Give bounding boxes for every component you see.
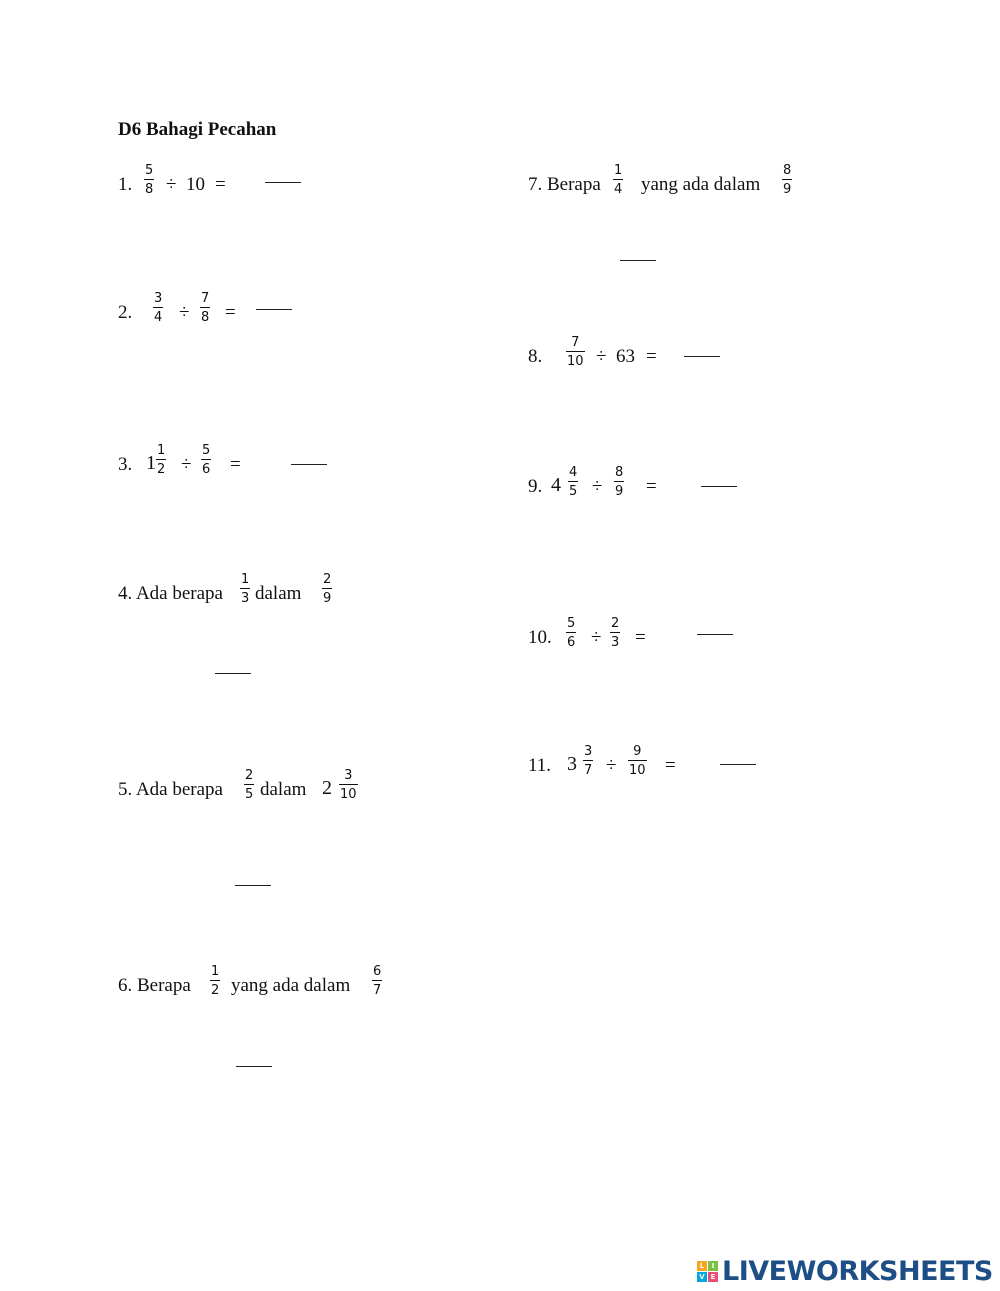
answer-input-11[interactable]: [720, 746, 756, 764]
whole-number: 2: [322, 777, 332, 799]
logo-tile: I: [708, 1261, 718, 1271]
denominator: 8: [201, 310, 210, 325]
divide-sign: ÷: [166, 174, 177, 195]
numerator: 3: [584, 744, 593, 759]
logo-text: LIVEWORKSHEETS: [722, 1256, 993, 1287]
question-number: 10.: [528, 627, 552, 648]
denominator: 3: [611, 635, 620, 650]
worksheet-title: D6 Bahagi Pecahan: [118, 119, 277, 140]
logo-tile: V: [697, 1272, 707, 1282]
fraction: [244, 769, 254, 801]
answer-line: [265, 182, 301, 183]
numerator: 6: [373, 964, 382, 979]
fraction: [566, 336, 585, 368]
equals-sign: =: [646, 346, 657, 367]
fraction: [240, 573, 250, 605]
answer-line: [256, 309, 292, 310]
question-text: 4. Ada berapa: [118, 583, 223, 604]
equals-sign: =: [225, 302, 236, 323]
fraction: [614, 466, 624, 498]
answer-line: [215, 673, 251, 674]
numerator: 2: [611, 616, 620, 631]
equals-sign: =: [646, 476, 657, 497]
answer-input-10[interactable]: [697, 616, 733, 634]
fraction: [613, 164, 623, 196]
denominator: 2: [211, 983, 220, 998]
denominator: 9: [615, 484, 624, 499]
numerator: 3: [344, 768, 353, 783]
denominator: 9: [783, 182, 792, 197]
question-number: 11.: [528, 755, 552, 776]
question-text: dalam: [260, 779, 307, 800]
denominator: 3: [241, 591, 250, 606]
divide-sign: ÷: [591, 627, 602, 648]
denominator: 4: [614, 182, 623, 197]
numerator: 8: [783, 163, 792, 178]
fraction: [628, 745, 647, 777]
question-text: yang ada dalam: [641, 174, 761, 195]
numerator: 7: [201, 291, 210, 306]
question-text: yang ada dalam: [231, 975, 351, 996]
fraction: [782, 164, 792, 196]
answer-line: [697, 634, 733, 635]
fraction: [201, 444, 211, 476]
question-text: 6. Berapa: [118, 975, 191, 996]
numerator: 1: [157, 443, 166, 458]
liveworksheets-logo: [697, 1256, 993, 1287]
answer-input-3[interactable]: [291, 446, 327, 464]
denominator: 6: [567, 635, 576, 650]
divide-sign: ÷: [179, 302, 190, 323]
numerator: 5: [145, 163, 154, 178]
numerator: 4: [569, 465, 578, 480]
answer-line: [720, 764, 756, 765]
divide-sign: ÷: [181, 454, 192, 475]
numerator: 2: [245, 768, 254, 783]
equals-sign: =: [665, 755, 676, 776]
fraction: [566, 617, 576, 649]
fraction: [156, 444, 166, 476]
divisor: 63: [616, 346, 635, 367]
question-number: 8.: [528, 346, 543, 367]
answer-line: [235, 885, 271, 886]
fraction: [210, 965, 220, 997]
fraction: [583, 745, 593, 777]
denominator: 4: [154, 310, 163, 325]
question-number: 9.: [528, 476, 543, 497]
fraction: [153, 292, 163, 324]
numerator: 8: [615, 465, 624, 480]
fraction: [568, 466, 578, 498]
equals-sign: =: [215, 174, 226, 195]
numerator: 5: [567, 616, 576, 631]
question-text: dalam: [255, 583, 302, 604]
denominator: 10: [340, 787, 357, 802]
equals-sign: =: [635, 627, 646, 648]
denominator: 10: [567, 354, 584, 369]
answer-input-1[interactable]: [265, 164, 301, 182]
numerator: 1: [614, 163, 623, 178]
question-text: 7. Berapa: [528, 174, 601, 195]
denominator: 5: [569, 484, 578, 499]
answer-line: [684, 356, 720, 357]
whole-number: 1: [146, 452, 156, 474]
denominator: 2: [157, 462, 166, 477]
answer-input-9[interactable]: [701, 468, 737, 486]
denominator: 7: [584, 763, 593, 778]
numerator: 7: [571, 335, 580, 350]
answer-line: [620, 260, 656, 261]
fraction: [322, 573, 332, 605]
whole-number: 3: [567, 753, 577, 775]
divide-sign: ÷: [606, 755, 617, 776]
numerator: 1: [211, 964, 220, 979]
question-text: 5. Ada berapa: [118, 779, 223, 800]
numerator: 2: [323, 572, 332, 587]
logo-tile: E: [708, 1272, 718, 1282]
denominator: 9: [323, 591, 332, 606]
fraction: [372, 965, 382, 997]
answer-input-7[interactable]: [620, 242, 656, 260]
numerator: 3: [154, 291, 163, 306]
fraction: [339, 769, 358, 801]
denominator: 8: [145, 182, 154, 197]
answer-input-6[interactable]: [236, 1048, 272, 1066]
fraction: [610, 617, 620, 649]
whole-number: 4: [551, 474, 561, 496]
denominator: 6: [202, 462, 211, 477]
question-number: 3.: [118, 454, 133, 475]
numerator: 9: [633, 744, 642, 759]
denominator: 5: [245, 787, 254, 802]
answer-input-2[interactable]: [256, 291, 292, 309]
question-number: 2.: [118, 302, 133, 323]
logo-tiles-icon: [697, 1261, 718, 1282]
divide-sign: ÷: [592, 476, 603, 497]
question-number: 1.: [118, 174, 133, 195]
logo-tile: L: [697, 1261, 707, 1271]
denominator: 7: [373, 983, 382, 998]
divide-sign: ÷: [596, 346, 607, 367]
numerator: 1: [241, 572, 250, 587]
answer-line: [291, 464, 327, 465]
answer-line: [236, 1066, 272, 1067]
answer-input-5[interactable]: [235, 867, 271, 885]
fraction: [200, 292, 210, 324]
denominator: 10: [629, 763, 646, 778]
answer-line: [701, 486, 737, 487]
divisor: 10: [186, 174, 205, 195]
fraction: [144, 164, 154, 196]
numerator: 5: [202, 443, 211, 458]
answer-input-4[interactable]: [215, 655, 251, 673]
answer-input-8[interactable]: [684, 338, 720, 356]
equals-sign: =: [230, 454, 241, 475]
